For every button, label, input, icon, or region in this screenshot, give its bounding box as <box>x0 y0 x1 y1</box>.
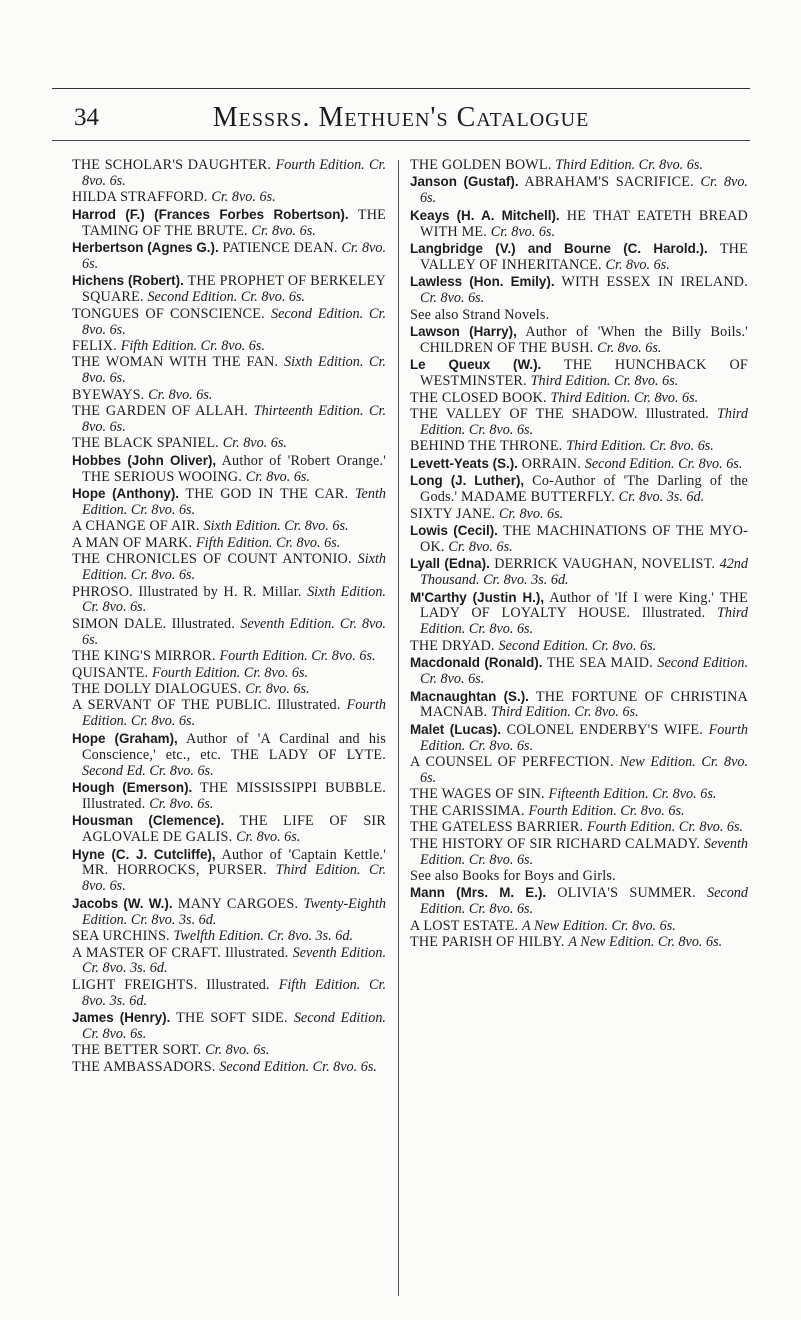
catalogue-entry <box>410 324 748 357</box>
entry-title: THE HISTORY OF SIR RICHARD CALMADY. <box>410 835 704 852</box>
entry-title: SEA URCHINS. <box>72 928 174 945</box>
catalogue-entry <box>72 339 386 355</box>
entry-edition: Second Edition. Cr. 8vo. 6s. <box>82 1010 386 1043</box>
catalogue-entry <box>72 896 386 929</box>
entry-author: M'Carthy (Justin H.), <box>410 589 545 605</box>
catalogue-entry <box>72 731 386 780</box>
entry-edition: 42nd Thousand. Cr. 8vo. 3s. 6d. <box>420 556 748 589</box>
entry-title: THE VALLEY OF THE SHADOW. Illustrated. <box>410 406 717 423</box>
entry-title: A COUNSEL OF PERFECTION. <box>410 754 620 771</box>
catalogue-entry <box>72 536 386 552</box>
entry-edition: Twenty-Eighth Edition. Cr. 8vo. 3s. 6d. <box>82 895 387 928</box>
entry-edition: Twelfth Edition. Cr. 8vo. 3s. 6d. <box>173 928 354 945</box>
entry-title: Author of 'If I were King.' THE LADY OF LOYALTY HOUSE. Illustrated. <box>420 589 748 622</box>
entry-title: ABRAHAM'S SACRIFICE. <box>518 174 701 191</box>
catalogue-entry <box>410 308 748 324</box>
entry-edition: Cr. 8vo. 6s. <box>82 240 386 272</box>
catalogue-entry <box>72 273 386 306</box>
entry-edition: Fifteenth Edition. Cr. 8vo. 6s. <box>548 786 717 803</box>
entry-author: Hope (Graham), <box>72 730 178 746</box>
entry-edition: New Edition. Cr. 8vo. 6s. <box>420 754 749 787</box>
entry-title: THE MACHINATIONS OF THE MYO-OK. <box>420 522 748 555</box>
catalogue-entry <box>72 240 386 273</box>
entry-author: Hichens (Robert). <box>72 273 184 289</box>
running-title: Messrs. Methuen's Catalogue <box>212 102 590 133</box>
catalogue-entry <box>72 946 386 978</box>
entry-author: Lowis (Cecil). <box>410 522 498 538</box>
entry-edition: Fourth Edition. Cr. 8vo. 6s. <box>219 648 376 665</box>
entry-title: THE PROPHET OF BERKELEY SQUARE. <box>82 273 386 306</box>
entry-title: COLONEL ENDERBY'S WIFE. <box>501 721 709 738</box>
entry-title: THE WAGES OF SIN. <box>410 786 549 803</box>
catalogue-entry <box>410 274 748 307</box>
entry-title: QUISANTE. <box>72 664 153 681</box>
catalogue-entry <box>72 207 386 240</box>
entry-edition: Seventh Edition. Cr. 8vo. 3s. 6d. <box>82 944 386 977</box>
entry-edition: Second Edition. Cr. 8vo. 6s. <box>82 305 386 338</box>
catalogue-entry <box>72 978 386 1010</box>
catalogue-entry <box>410 722 748 755</box>
catalogue-entry <box>72 649 386 665</box>
entry-edition: Fifth Edition. Cr. 8vo. 6s. <box>196 534 341 551</box>
entry-title: BYEWAYS. <box>72 386 149 403</box>
entry-author: Hobbes (John Oliver), <box>72 452 217 468</box>
entry-edition: Fourth Edition. Cr. 8vo. 6s. <box>82 157 387 189</box>
entry-title: THE BLACK SPANIEL. <box>72 435 223 452</box>
entry-title: See also Strand Novels. <box>410 306 550 323</box>
entry-title: Author of 'Robert Orange.' THE SERIOUS WOOING. <box>82 452 386 485</box>
entry-title: THE CLOSED BOOK. <box>410 389 551 406</box>
catalogue-entry <box>72 1010 386 1043</box>
entry-edition: Third Edition. Cr. 8vo. 6s. <box>530 373 679 390</box>
entry-author: Keays (H. A. Mitchell). <box>410 207 560 223</box>
column-divider <box>398 160 399 1296</box>
catalogue-entry <box>410 837 748 869</box>
entry-title: THE LIFE OF SIR AGLOVALE DE GALIS. <box>82 813 387 846</box>
catalogue-entry <box>72 158 386 190</box>
entry-edition: Fourth Edition. Cr. 8vo. 6s. <box>420 721 748 754</box>
entry-title: THE FORTUNE OF CHRISTINA MACNAB. <box>420 688 748 721</box>
entry-edition: Fifth Edition. Cr. 8vo. 6s. <box>120 337 265 354</box>
entry-author: Levett-Yeats (S.). <box>410 455 518 471</box>
catalogue-entry <box>410 473 748 506</box>
catalogue-entry <box>410 820 748 836</box>
catalogue-entry <box>410 655 748 688</box>
catalogue-entry <box>410 456 748 473</box>
entry-edition: Sixth Edition. Cr. 8vo. 6s. <box>203 518 349 535</box>
entry-edition: Third Edition. Cr. 8vo. 6s. <box>420 406 748 438</box>
entry-edition: Third Edition. Cr. 8vo. 6s. <box>550 389 699 406</box>
entry-title: MANY CARGOES. <box>172 895 304 912</box>
catalogue-entry <box>410 158 748 174</box>
entry-title: THE KING'S MIRROR. <box>72 648 220 665</box>
entry-edition: Cr. 8vo. 6s. <box>490 223 555 240</box>
entry-author: Long (J. Luther), <box>410 473 525 489</box>
entry-title: SIXTY JANE. <box>410 505 499 522</box>
entry-title: FELIX. <box>72 337 121 354</box>
entry-title: THE WOMAN WITH THE FAN. <box>72 354 285 371</box>
header-rule <box>52 140 750 141</box>
entry-edition: Cr. 8vo. 6s. <box>205 1042 270 1059</box>
entry-edition: Cr. 8vo. 6s. <box>605 256 670 273</box>
entry-title: A MAN OF MARK. <box>72 534 197 551</box>
top-rule <box>52 88 750 89</box>
entry-title: THE GATELESS BARRIER. <box>410 819 588 836</box>
entry-edition: Cr. 8vo. 6s. <box>148 386 213 403</box>
entry-edition: Cr. 8vo. 6s. <box>245 468 310 485</box>
entry-edition: Cr. 8vo. 6s. <box>420 290 485 307</box>
catalogue-entry <box>72 682 386 698</box>
entry-title: THE SCHOLAR'S DAUGHTER. <box>72 157 276 173</box>
entry-author: Mann (Mrs. M. E.). <box>410 885 547 901</box>
entry-author: Janson (Gustaf). <box>410 174 519 190</box>
catalogue-entry <box>410 407 748 439</box>
catalogue-entry <box>410 804 748 820</box>
entry-title: Author of 'When the Billy Boils.' CHILDREN OF THE BUSH. <box>420 324 748 356</box>
catalogue-entry <box>72 307 386 339</box>
catalogue-entry <box>410 919 748 935</box>
catalogue-column-right <box>410 158 748 952</box>
entry-edition: Third Edition. Cr. 8vo. 6s. <box>82 862 386 895</box>
entry-author: Harrod (F.) (Frances Forbes Robertson). <box>72 206 349 222</box>
catalogue-entry <box>410 241 748 274</box>
entry-title: THE CARISSIMA. <box>410 802 529 819</box>
catalogue-entry <box>72 813 386 846</box>
catalogue-entry <box>410 639 748 655</box>
catalogue-entry <box>72 404 386 436</box>
entry-edition: Seventh Edition. Cr. 8vo. 6s. <box>420 835 748 868</box>
entry-edition: Cr. 8vo. 6s. <box>236 829 301 846</box>
entry-edition: Cr. 8vo. 6s. <box>222 435 287 452</box>
entry-edition: Second Ed. Cr. 8vo. 6s. <box>82 762 214 779</box>
entry-edition: Sixth Edition. Cr. 8vo. 6s. <box>82 354 386 387</box>
entry-author: Langbridge (V.) and Bourne (C. Harold.). <box>410 241 708 257</box>
catalogue-entry <box>410 391 748 407</box>
entry-title: LIGHT FREIGHTS. Illustrated. <box>72 976 279 993</box>
catalogue-entry <box>410 357 748 390</box>
catalogue-entry <box>410 174 748 207</box>
entry-title: PATIENCE DEAN. <box>218 240 342 257</box>
entry-author: Lawless (Hon. Emily). <box>410 274 555 290</box>
catalogue-entry <box>72 929 386 945</box>
catalogue-entry <box>410 439 748 455</box>
entry-author: Lyall (Edna). <box>410 556 490 572</box>
catalogue-entry <box>72 355 386 387</box>
catalogue-entry <box>72 453 386 486</box>
catalogue-entry <box>72 190 386 206</box>
entry-title: THE AMBASSADORS. <box>72 1058 220 1075</box>
entry-author: Hyne (C. J. Cutcliffe), <box>72 846 216 862</box>
entry-title: OLIVIA'S SUMMER. <box>546 885 708 902</box>
entry-author: Macdonald (Ronald). <box>410 655 543 671</box>
catalogue-entry <box>410 935 748 951</box>
entry-title: ORRAIN. <box>517 455 585 472</box>
entry-edition: Cr. 8vo. 6s. <box>420 174 748 207</box>
catalogue-entry <box>410 885 748 918</box>
catalogue-entry <box>72 436 386 452</box>
entry-title: A SERVANT OF THE PUBLIC. Illustrated. <box>72 697 347 714</box>
catalogue-entry <box>72 698 386 730</box>
catalogue-entry <box>410 208 748 241</box>
entry-edition: Cr. 8vo. 6s. <box>251 222 316 239</box>
entry-title: THE GOD IN THE CAR. <box>179 486 355 503</box>
entry-title: THE BETTER SORT. <box>72 1042 206 1059</box>
catalogue-entry <box>410 507 748 523</box>
entry-edition: Fourth Edition. Cr. 8vo. 6s. <box>82 697 386 730</box>
entry-title: HE THAT EATETH BREAD WITH ME. <box>420 207 748 240</box>
entry-edition: Second Edition. Cr. 8vo. 6s. <box>420 655 749 688</box>
entry-edition: Cr. 8vo. 6s. <box>597 339 662 356</box>
entry-title: THE TAMING OF THE BRUTE. <box>82 206 386 239</box>
catalogue-entry <box>410 755 748 787</box>
catalogue-entry <box>72 780 386 813</box>
entry-title: Author of 'Captain Kettle.' MR. HORROCKS, PURSER. <box>82 846 386 879</box>
entry-title: THE GARDEN OF ALLAH. <box>72 403 254 420</box>
entry-edition: Fourth Edition. Cr. 8vo. 6s. <box>152 664 309 681</box>
entry-title: THE SEA MAID. <box>542 655 658 672</box>
entry-title: THE VALLEY OF INHERITANCE. <box>420 241 748 273</box>
entry-edition: Cr. 8vo. 6s. <box>245 681 310 697</box>
catalogue-entry <box>410 787 748 803</box>
entry-edition: Thirteenth Edition. Cr. 8vo. 6s. <box>82 403 386 435</box>
entry-author: Lawson (Harry), <box>410 324 517 340</box>
entry-edition: Fourth Edition. Cr. 8vo. 6s. <box>528 802 685 819</box>
entry-edition: Cr. 8vo. 6s. <box>498 505 564 522</box>
catalogue-entry <box>72 617 386 649</box>
catalogue-entry <box>410 556 748 589</box>
entry-title: THE DRYAD. <box>410 637 499 654</box>
entry-edition: Cr. 8vo. 6s. <box>448 538 513 555</box>
entry-edition: Seventh Edition. Cr. 8vo. 6s. <box>82 615 386 648</box>
entry-edition: Tenth Edition. Cr. 8vo. 6s. <box>82 486 386 519</box>
page-header <box>52 98 750 138</box>
entry-title: THE SOFT SIDE. <box>170 1010 294 1027</box>
entry-title: A CHANGE OF AIR. <box>72 518 204 535</box>
catalogue-entry <box>410 869 748 885</box>
page-number: 34 <box>74 104 99 131</box>
entry-title: THE CHRONICLES OF COUNT ANTONIO. <box>72 551 358 568</box>
entry-edition: A New Edition. Cr. 8vo. 6s. <box>568 934 723 951</box>
entry-edition: Third Edition. Cr. 8vo. 6s. <box>420 605 748 638</box>
entry-edition: Second Edition. Cr. 8vo. 6s. <box>498 637 657 654</box>
entry-edition: Cr. 8vo. 3s. 6d. <box>618 489 705 506</box>
entry-title: WITH ESSEX IN IRELAND. <box>554 274 748 291</box>
entry-title: THE PARISH OF HILBY. <box>410 934 569 951</box>
entry-edition: Second Edition. Cr. 8vo. 6s. <box>219 1058 377 1075</box>
entry-edition: Third Edition. Cr. 8vo. 6s. <box>490 704 639 721</box>
entry-author: Macnaughtan (S.). <box>410 688 529 704</box>
catalogue-entry <box>72 1060 386 1076</box>
entry-title: Author of 'A Cardinal and his Conscience,' etc., etc. THE LADY OF LYTE. <box>82 730 386 763</box>
catalogue-entry <box>72 1043 386 1059</box>
entry-edition: Sixth Edition. Cr. 8vo. 6s. <box>82 551 386 584</box>
entry-edition: Cr. 8vo. 6s. <box>211 189 276 206</box>
entry-title: BEHIND THE THRONE. <box>410 438 567 455</box>
entry-edition: Cr. 8vo. 6s. <box>149 795 214 812</box>
entry-title: Co-Author of 'The Darling of the Gods.' MADAME BUTTERFLY. <box>420 473 749 506</box>
entry-edition: Sixth Edition. Cr. 8vo. 6s. <box>82 583 386 616</box>
catalogue-column-left <box>72 158 386 1076</box>
catalogue-entry <box>410 689 748 722</box>
entry-edition: Third Edition. Cr. 8vo. 6s. <box>566 438 714 455</box>
entry-title: A LOST ESTATE. <box>410 917 522 934</box>
entry-author: Malet (Lucas). <box>410 721 502 737</box>
entry-title: A MASTER OF CRAFT. Illustrated. <box>72 944 293 961</box>
catalogue-entry <box>72 519 386 535</box>
catalogue-entry <box>410 590 748 639</box>
entry-edition: Second Edition. Cr. 8vo. 6s. <box>147 289 306 306</box>
entry-title: THE MISSISSIPPI BUBBLE. Illustrated. <box>82 779 386 812</box>
entry-edition: Fifth Edition. Cr. 8vo. 3s. 6d. <box>82 976 386 1009</box>
catalogue-entry <box>72 388 386 404</box>
catalogue-entry <box>72 486 386 519</box>
entry-author: Housman (Clemence). <box>72 813 225 829</box>
entry-author: Jacobs (W. W.). <box>72 895 173 911</box>
entry-title: See also Books for Boys and Girls. <box>410 867 616 884</box>
entry-author: Hope (Anthony). <box>72 486 180 502</box>
catalogue-entry <box>72 552 386 584</box>
catalogue-entry <box>72 666 386 682</box>
catalogue-entry <box>72 585 386 617</box>
entry-title: THE HUNCHBACK OF WESTMINSTER. <box>420 357 748 390</box>
catalogue-entry <box>72 847 386 896</box>
entry-title: SIMON DALE. Illustrated. <box>72 615 241 632</box>
catalogue-entry <box>410 523 748 556</box>
entry-author: James (Henry). <box>72 1010 171 1026</box>
entry-title: HILDA STRAFFORD. <box>72 189 212 206</box>
entry-edition: Third Edition. Cr. 8vo. 6s. <box>555 157 703 173</box>
entry-edition: A New Edition. Cr. 8vo. 6s. <box>521 917 676 934</box>
entry-edition: Second Edition. Cr. 8vo. 6s. <box>420 885 748 918</box>
entry-edition: Second Edition. Cr. 8vo. 6s. <box>584 455 743 472</box>
entry-title: DERRICK VAUGHAN, NOVELIST. <box>489 556 720 573</box>
entry-title: THE DOLLY DIALOGUES. <box>72 681 246 697</box>
entry-title: TONGUES OF CONSCIENCE. <box>72 305 271 322</box>
entry-title: PHROSO. Illustrated by H. R. Millar. <box>72 583 308 600</box>
entry-title: THE GOLDEN BOWL. <box>410 157 556 173</box>
entry-edition: Fourth Edition. Cr. 8vo. 6s. <box>587 819 744 836</box>
entry-author: Le Queux (W.). <box>410 357 542 373</box>
entry-author: Herbertson (Agnes G.). <box>72 240 219 256</box>
entry-author: Hough (Emerson). <box>72 779 193 795</box>
